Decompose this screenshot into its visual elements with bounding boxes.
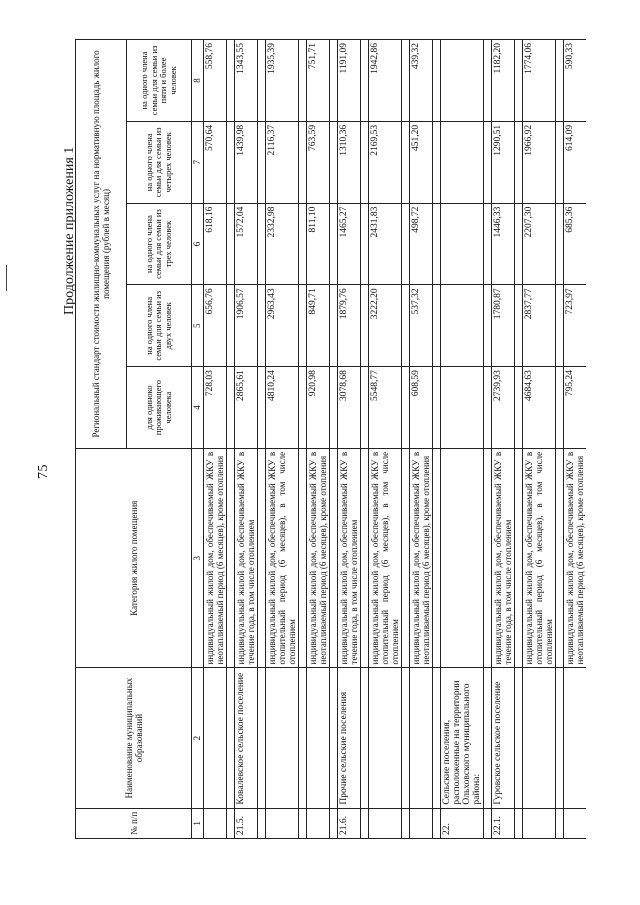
header-family-5-plus: на одного члена семьи для семьи из пяти и более человек [127,40,192,122]
cost-value: 4684,63 [523,367,556,449]
cost-value: 3078,68 [338,367,361,449]
cost-value: 451,20 [410,121,433,203]
spacer-cell [556,40,564,122]
row-number [204,808,227,838]
spacer-cell [330,448,338,668]
cost-value: 751,71 [307,40,330,122]
row-number: 22.1. [492,808,515,838]
spacer-cell [556,121,564,203]
spacer-cell [361,285,369,367]
spacer-cell [299,203,307,285]
cost-value: 537,32 [410,285,433,367]
spacer-cell [484,448,492,668]
cost-value: 2431,83 [369,203,402,285]
column-number-3: 3 [192,448,204,668]
table-row [441,40,484,839]
spacer-cell [402,285,410,367]
cost-value: 1343,55 [235,40,258,122]
row-spacer [433,40,441,839]
cost-value: 614,09 [564,121,587,203]
cost-value: 2207,30 [523,203,556,285]
page-number: 75 [36,464,51,479]
spacer-cell [515,121,523,203]
spacer-cell [433,668,441,808]
spacer-cell [433,808,441,838]
spacer-cell [433,203,441,285]
spacer-cell [258,808,266,838]
cost-value: 2963,43 [266,285,299,367]
column-number-5: 5 [192,285,204,367]
cost-value: 1465,27 [338,203,361,285]
spacer-cell [515,808,523,838]
spacer-cell [227,285,235,367]
row-spacer [556,40,564,839]
header-municipality: Наименование муниципальных образований [76,668,192,808]
cost-value: 1572,04 [235,203,258,285]
spacer-cell [484,367,492,449]
row-number: 21.5. [235,808,258,838]
table-row [369,40,402,839]
municipality-name [564,668,587,808]
standard-cost-table [75,39,586,839]
spacer-cell [556,808,564,838]
cost-value: 1935,39 [266,40,299,122]
spacer-cell [299,40,307,122]
spacer-cell [330,285,338,367]
spacer-cell [402,203,410,285]
row-number [410,808,433,838]
municipality-name [307,668,330,808]
header-number: № п/п [76,808,192,838]
row-spacer [484,40,492,839]
cost-value: 1879,76 [338,285,361,367]
spacer-cell [258,40,266,122]
cost-value: 728,03 [204,367,227,449]
header-regional-standard: Региональный стандарт стоимости жилищно-коммунальных услуг на нормативную площадь жилого помещения (рублей в месяц) [76,40,127,449]
cost-value [441,121,484,203]
cost-value: 5548,77 [369,367,402,449]
municipality-name: Сельские поселения, расположенные на территории Ольховского муниципального района: [441,668,484,808]
row-number: 22. [441,808,484,838]
column-number-2: 2 [192,668,204,808]
spacer-cell [258,367,266,449]
spacer-cell [484,808,492,838]
spacer-cell [402,448,410,668]
spacer-cell [330,808,338,838]
spacer-cell [433,367,441,449]
column-number-1: 1 [192,808,204,838]
cost-value: 1191,09 [338,40,361,122]
cost-value: 590,33 [564,40,587,122]
spacer-cell [227,203,235,285]
row-number [523,808,556,838]
cost-value: 1439,98 [235,121,258,203]
row-spacer [299,40,307,839]
row-spacer [258,40,266,839]
spacer-cell [515,367,523,449]
spacer-cell [330,121,338,203]
spacer-cell [258,203,266,285]
cost-value: 795,24 [564,367,587,449]
corner-rule [6,265,7,291]
spacer-cell [484,121,492,203]
spacer-cell [433,121,441,203]
header-family-4: на одного члена семьи для семьи из четырех человек [127,121,192,203]
housing-category [441,448,484,668]
cost-value: 1906,57 [235,285,258,367]
municipality-name: Гуровское сельское поселение [492,668,515,808]
spacer-cell [258,448,266,668]
header-family-3: на одного члена семьи для семьи из трех человек [127,203,192,285]
cost-value: 498,72 [410,203,433,285]
table-row [564,40,587,839]
spacer-cell [402,367,410,449]
spacer-cell [330,40,338,122]
cost-value: 558,76 [204,40,227,122]
spacer-cell [361,808,369,838]
row-spacer [330,40,338,839]
row-number [307,808,330,838]
cost-value: 1310,36 [338,121,361,203]
spacer-cell [556,448,564,668]
cost-value [441,203,484,285]
spacer-cell [330,203,338,285]
column-number-8: 8 [192,40,204,122]
spacer-cell [330,668,338,808]
spacer-cell [402,668,410,808]
cost-value: 2865,61 [235,367,258,449]
row-spacer [515,40,523,839]
spacer-cell [515,203,523,285]
spacer-cell [227,121,235,203]
row-number [369,808,402,838]
cost-value: 1966,92 [523,121,556,203]
housing-category: индивидуальный жилой дом, обеспечиваемый ЖКУ в отопительный период (6 месяцев), в том числе отоплением [523,448,556,668]
cost-value: 608,59 [410,367,433,449]
row-number: 21.6. [338,808,361,838]
spacer-cell [433,448,441,668]
spacer-cell [361,448,369,668]
cost-value: 2169,53 [369,121,402,203]
municipality-name [523,668,556,808]
housing-category: индивидуальный жилой дом, обеспечиваемый ЖКУ в неотапливаемый период (6 месяцев), кроме отопления [564,448,587,668]
table-row [204,40,227,839]
cost-value: 685,36 [564,203,587,285]
spacer-cell [402,121,410,203]
spacer-cell [484,203,492,285]
cost-value: 1182,20 [492,40,515,122]
spacer-cell [515,448,523,668]
row-number [266,808,299,838]
spacer-cell [556,668,564,808]
column-number-6: 6 [192,203,204,285]
housing-category: индивидуальный жилой дом, обеспечиваемый ЖКУ в неотапливаемый период (6 месяцев), кроме отопления [307,448,330,668]
municipality-name [266,668,299,808]
spacer-cell [484,40,492,122]
spacer-cell [299,285,307,367]
spacer-cell [299,367,307,449]
table-row [410,40,433,839]
cost-value: 1774,06 [523,40,556,122]
cost-value: 763,59 [307,121,330,203]
spacer-cell [515,40,523,122]
municipality-name [204,668,227,808]
spacer-cell [227,668,235,808]
cost-value: 439,32 [410,40,433,122]
municipality-name: Ковалевское сельское поселение [235,668,258,808]
spacer-cell [556,203,564,285]
cost-value: 2116,37 [266,121,299,203]
housing-category: индивидуальный жилой дом, обеспечиваемый ЖКУ в отопительный период (6 месяцев), в том числе отоплением [369,448,402,668]
spacer-cell [227,808,235,838]
spacer-cell [258,668,266,808]
cost-value: 656,76 [204,285,227,367]
cost-value [441,367,484,449]
spacer-cell [433,285,441,367]
spacer-cell [402,808,410,838]
spacer-cell [361,668,369,808]
table-row [523,40,556,839]
housing-category: индивидуальный жилой дом, обеспечиваемый ЖКУ в неотапливаемый период (6 месяцев), кроме отопления [410,448,433,668]
municipality-name: Прочие сельские поселения [338,668,361,808]
row-spacer [227,40,235,839]
cost-value: 920,98 [307,367,330,449]
cost-value [441,40,484,122]
row-spacer [402,40,410,839]
spacer-cell [227,448,235,668]
cost-value: 723,97 [564,285,587,367]
spacer-cell [299,668,307,808]
cost-value: 2837,77 [523,285,556,367]
spacer-cell [556,285,564,367]
spacer-cell [361,367,369,449]
spacer-cell [227,40,235,122]
table-row [235,40,258,839]
column-number-7: 7 [192,121,204,203]
spacer-cell [227,367,235,449]
header-category: Категория жилого помещения [76,448,192,668]
cost-value: 1780,87 [492,285,515,367]
housing-category: индивидуальный жилой дом, обеспечиваемый ЖКУ в отопительный период (6 месяцев), в том числе отоплением [266,448,299,668]
cost-value: 811,10 [307,203,330,285]
header-family-2: на одного члена семьи для семьи из двух человек [127,285,192,367]
cost-value: 1446,33 [492,203,515,285]
spacer-cell [299,448,307,668]
housing-category: индивидуальный жилой дом, обеспечиваемый ЖКУ в течение года, в том числе отоплением [338,448,361,668]
row-number [564,808,587,838]
spacer-cell [402,40,410,122]
table-row [492,40,515,839]
spacer-cell [361,40,369,122]
housing-category: индивидуальный жилой дом, обеспечиваемый ЖКУ в течение года, в том числе отоплением [235,448,258,668]
table-row [307,40,330,839]
cost-value: 4810,24 [266,367,299,449]
cost-value: 2332,98 [266,203,299,285]
spacer-cell [299,121,307,203]
cost-value: 3222,20 [369,285,402,367]
header-single-person: для одиноко проживающего человека [127,367,192,449]
table-row [266,40,299,839]
municipality-name [410,668,433,808]
spacer-cell [556,367,564,449]
table-body [204,40,587,839]
cost-value: 1942,86 [369,40,402,122]
spacer-cell [484,285,492,367]
cost-value: 2739,93 [492,367,515,449]
row-spacer [361,40,369,839]
spacer-cell [361,203,369,285]
cost-value: 618,16 [204,203,227,285]
housing-category: индивидуальный жилой дом, обеспечиваемый ЖКУ в течение года, в том числе отоплением [492,448,515,668]
cost-value: 849,71 [307,285,330,367]
cost-value: 570,64 [204,121,227,203]
spacer-cell [258,285,266,367]
spacer-cell [515,285,523,367]
municipality-name [369,668,402,808]
spacer-cell [330,367,338,449]
spacer-cell [299,808,307,838]
spacer-cell [515,668,523,808]
column-number-4: 4 [192,367,204,449]
cost-value: 1290,51 [492,121,515,203]
cost-value [441,285,484,367]
spacer-cell [433,40,441,122]
housing-category: индивидуальный жилой дом, обеспечиваемый ЖКУ в неотапливаемый период (6 месяцев), кроме отопления [204,448,227,668]
table-row [338,40,361,839]
appendix-continuation-title: Продолжение приложения 1 [62,146,77,315]
spacer-cell [484,668,492,808]
spacer-cell [258,121,266,203]
spacer-cell [361,121,369,203]
